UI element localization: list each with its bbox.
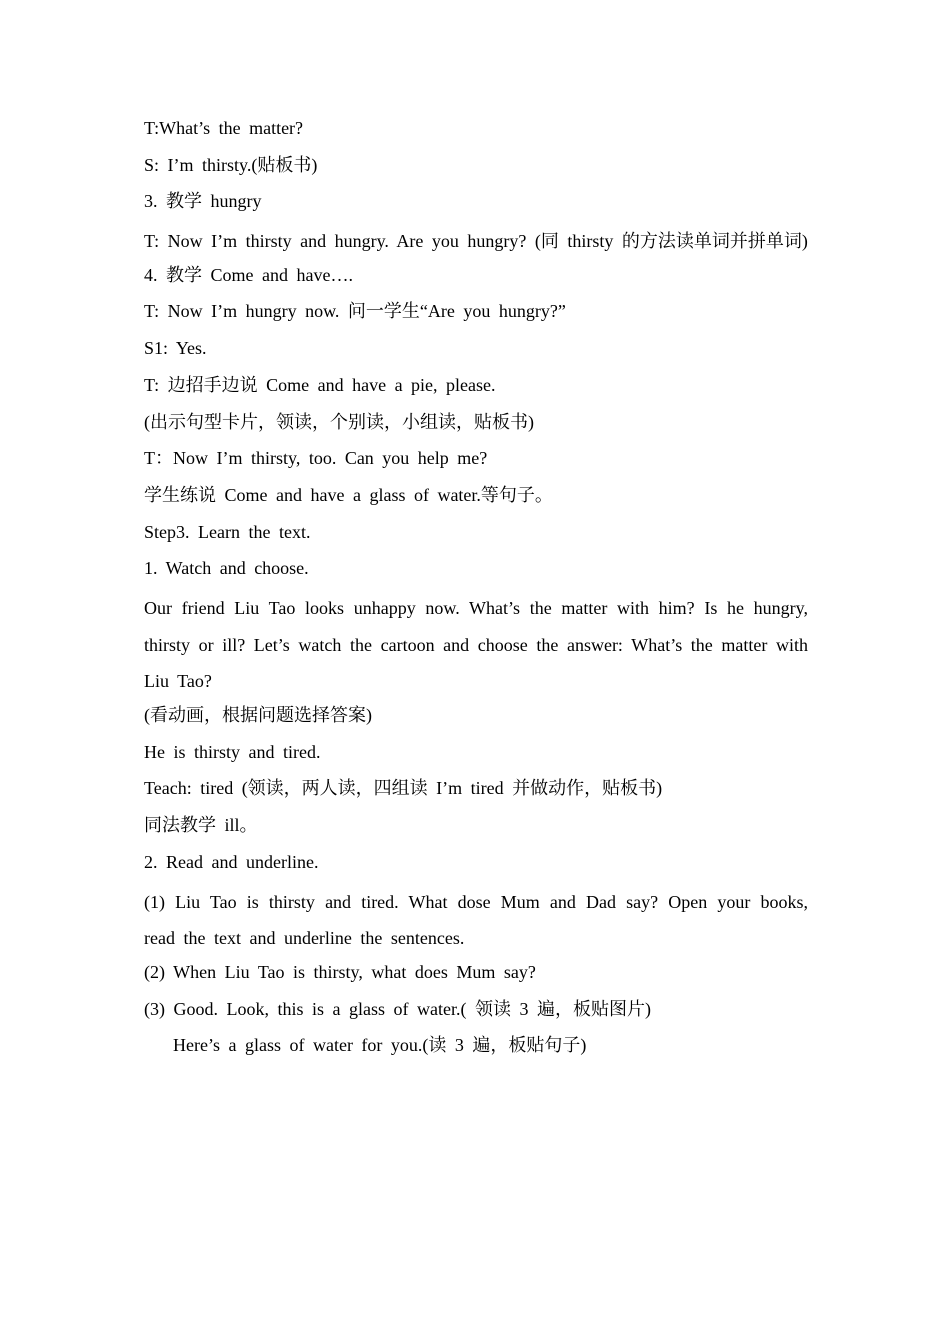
instruction-line: 学生练说 Come and have a glass of water.等句子。 [144, 484, 553, 505]
instruction-line: 同法教学 ill。 [144, 815, 258, 836]
question-line: (2) When Liu Tao is thirsty, what does Mum say? [144, 961, 536, 982]
step-heading: 3. 教学 hungry [144, 191, 262, 212]
dialogue-line: T: Now I’m hungry now. 问一学生“Are you hungry?” [144, 301, 566, 322]
answer-line: He is thirsty and tired. [144, 741, 321, 762]
story-paragraph: Our friend Liu Tao looks unhappy now. What’s the matter with him? Is he hungry, thirsty or ill? Let’s watch the cartoon and choose the answer: What’s the matter with Liu Tao? [144, 597, 808, 692]
instruction-line: Teach: tired (领读，两人读，四组读 I’m tired 并做动作，贴板书) [144, 778, 663, 799]
section-heading: Step3. Learn the text. [144, 521, 311, 542]
dialogue-line: S: I’m thirsty.(贴板书) [144, 154, 318, 175]
step-heading: 4. 教学 Come and have…. [144, 264, 353, 285]
instruction-line: (出示句型卡片，领读，个别读，小组读，贴板书) [144, 411, 534, 432]
step-heading: 1. Watch and choose. [144, 558, 309, 579]
step-heading: 2. Read and underline. [144, 851, 319, 872]
document-body [144, 113, 808, 1067]
dialogue-line: S1: Yes. [144, 338, 207, 359]
dialogue-line: T: 边招手边说 Come and have a pie, please. [144, 374, 496, 395]
indented-line: Here’s a glass of water for you.(读 3 遍，板贴句子) [173, 1035, 587, 1056]
instruction-line: (看动画，根据问题选择答案) [144, 705, 372, 726]
dialogue-line: T：Now I’m thirsty, too. Can you help me? [144, 448, 488, 469]
dialogue-line: T:What’s the matter? [144, 118, 304, 138]
question-paragraph: (1) Liu Tao is thirsty and tired. What dose Mum and Dad say? Open your books, read the text and underline the sentences. [144, 891, 808, 949]
question-line: (3) Good. Look, this is a glass of water.( 领读 3 遍，板贴图片) [144, 998, 651, 1019]
dialogue-paragraph: T: Now I’m thirsty and hungry. Are you hungry? (同 thirsty 的方法读单词并拼单词) [144, 231, 808, 252]
